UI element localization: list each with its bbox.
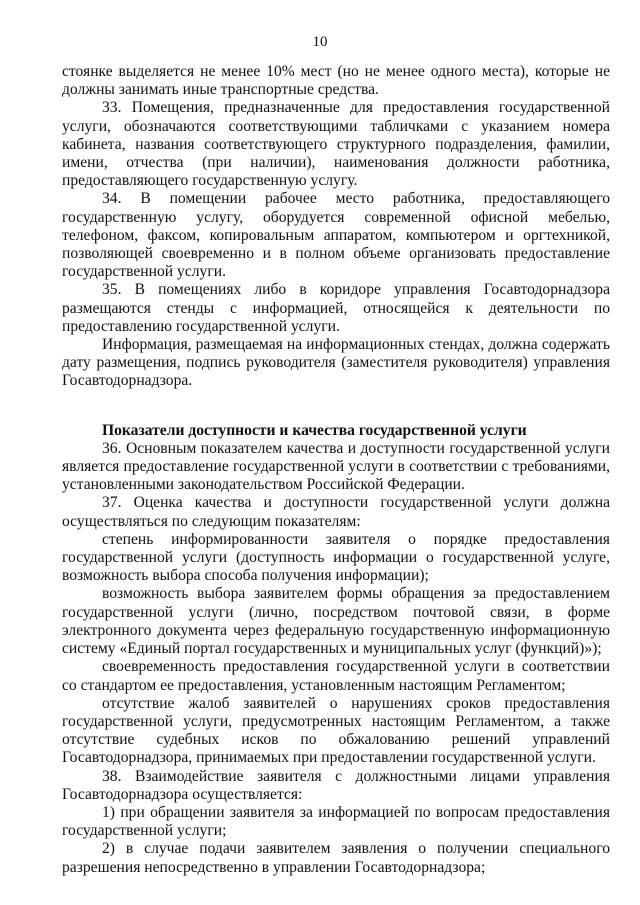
paragraph-35: 35. В помещениях либо в коридоре управления Госавтодорнадзора размещаются стенды с информацией, относящейся к деятельности по предоставлению государственной услуги. [62,281,610,335]
document-body [62,63,610,877]
indicator-no-complaints: отсутствие жалоб заявителей о нарушениях сроков предоставления государственной услуги, предусмотренных настоящим Регламентом, а также отсутствие судебных исков по обжалованию решений управлений Госавтодорнадзора, принимаемых при предоставлении государственной услуги. [62,694,610,767]
indicator-informedness: степень информированности заявителя о порядке предоставления государственной услуги (доступность информации о государственной услуге, возможность выбора способа получения информации); [62,530,610,585]
paragraph-34: 34. В помещении рабочее место работника, предоставляющего государственную услугу, оборудуется современной офисной мебелью, телефоном, факсом, копировальным аппаратом, компьютером и оргтехникой, позволяющей своевременно и в полном объеме организовать предоставление государственной услуги. [62,190,610,281]
page-number: 10 [312,34,328,50]
paragraph-33: 33. Помещения, предназначенные для предоставления государственной услуги, обозначаются соответствующими табличками с указанием номера кабинета, названия соответствующего структурного подразделения, фамилии, имени, отчества (при наличии), наименования должности работника, предоставляющего государственную услугу. [62,99,610,190]
paragraph-38: 38. Взаимодействие заявителя с должностными лицами управления Госавтодорнадзора осуществляется: [62,767,610,803]
paragraph-parking-continuation: стоянке выделяется не менее 10% мест (но не менее одного места), которые не должны занимать иные транспортные средства. [62,63,610,99]
paragraph-info-stands: Информация, размещаемая на информационных стендах, должна содержать дату размещения, подпись руководителя (заместителя руководителя) управления Госавтодорнадзора. [62,336,610,390]
section-heading: Показатели доступности и качества государственной услуги [102,421,527,439]
paragraph-36: 36. Основным показателем качества и доступности государственной услуги является предоставление государственной услуги в соответствии с требованиями, установленными законодательством Российской Федерации. [62,439,610,494]
paragraph-37: 37. Оценка качества и доступности государственной услуги должна осуществляться по следующим показателям: [62,494,610,530]
list-item-1: 1) при обращении заявителя за информацией по вопросам предоставления государственной услуги; [62,803,610,840]
list-item-2: 2) в случае подачи заявителем заявления о получении специального разрешения непосредственно в управлении Госавтодорнадзора; [62,840,610,876]
indicator-application-form: возможность выбора заявителем формы обращения за предоставлением государственной услуги (лично, посредством почтовой связи, в форме электронного документа через федеральную государственную информационную систему «Единый портал государственных и муниципальных услуг (функций)»); [62,585,610,658]
indicator-timeliness: своевременность предоставления государственной услуги в соответствии со стандартом ее предоставления, установленным настоящим Регламентом; [62,658,610,694]
